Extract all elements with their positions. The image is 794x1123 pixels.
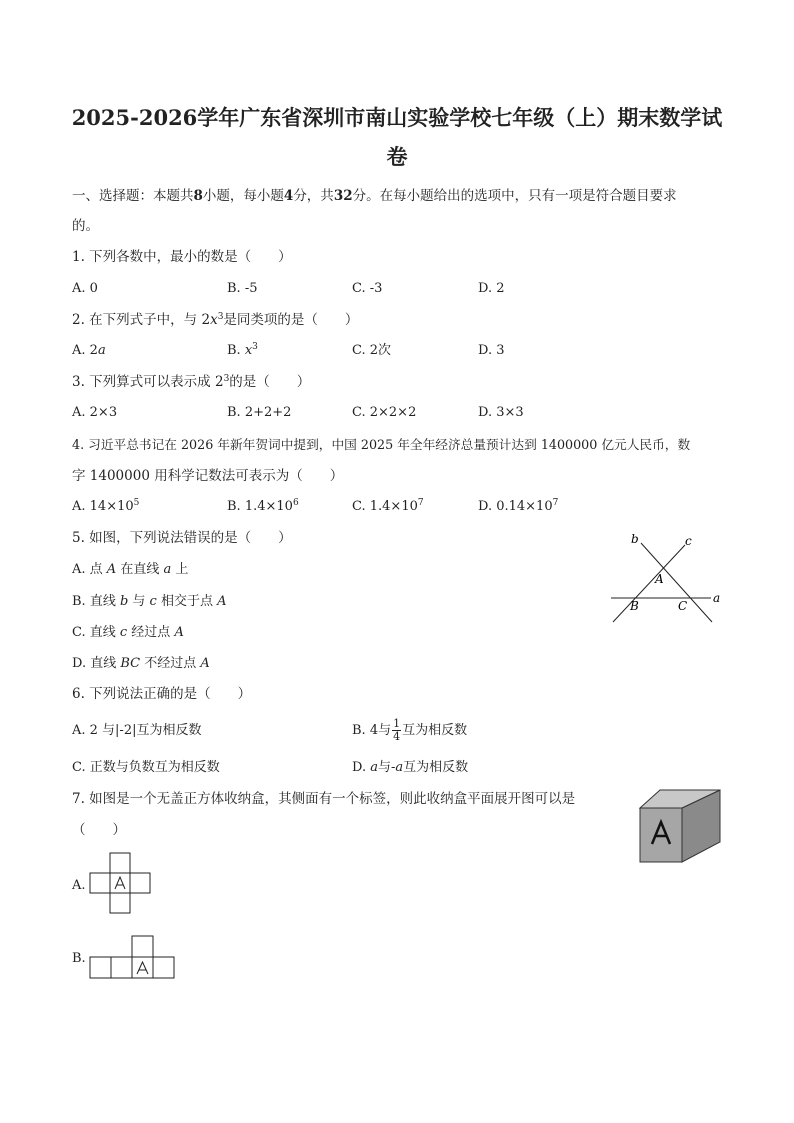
label-a: a [713, 591, 721, 605]
q4-stem-line2: 字 1400000 用科学记数法可表示为（ ） [72, 468, 344, 484]
label-point-B: B [630, 599, 639, 613]
q5-stem: 5. 如图，下列说法错误的是（ ） [72, 530, 292, 546]
q7-stem-line1: 7. 如图是一个无盖正方体收纳盒，其侧面有一个标签，则此收纳盒平面展开图可以是 [72, 791, 576, 807]
q7-option-a-label: A. [72, 878, 86, 893]
section-heading: 一、选择题：本题共8小题，每小题4分，共32分。在每小题给出的选项中，只有一项是符合题目要求 [72, 188, 677, 204]
q5-option-b: B. 直线 b 与 c 相交于点 A [72, 594, 227, 609]
q1-option-c: C. -3 [352, 281, 383, 296]
q4-option-b: B. $1.4\times 10^6$ [227, 498, 299, 514]
q7-option-b-label: B. [72, 951, 86, 966]
net-a-top [110, 853, 130, 873]
fraction-one-quarter: $\frac{1}{4}$ [393, 717, 401, 743]
net-a-right [130, 873, 150, 893]
paper-title-line1: 2025-2026学年广东省深圳市南山实验学校七年级（上）期末数学试 [71, 105, 723, 130]
q6-option-d: D. a与-a互为相反数 [352, 760, 469, 775]
q2-option-c: C. 2次 [352, 343, 392, 358]
q4-option-d: D. $0.14\times 10^7$ [478, 498, 559, 514]
q3-option-a: A. 2×3 [72, 405, 118, 420]
net-b-sq4 [153, 957, 174, 978]
label-point-C: C [678, 599, 688, 613]
q6-option-c: C. 正数与负数互为相反数 [72, 760, 220, 775]
q6-stem: 6. 下列说法正确的是（ ） [72, 686, 252, 702]
net-b-top [132, 936, 153, 957]
q5-option-a: A. 点 A 在直线 a 上 [72, 562, 189, 577]
label-point-A: A [655, 572, 664, 586]
q1-option-a: A. 0 [72, 281, 98, 296]
q6-option-b: B. 4与 $\frac{1}{4}$ 互为相反数 [352, 717, 468, 743]
net-b-sq3 [132, 957, 153, 978]
q3-stem: 3. 下列算式可以表示成 $2^3$的是（ ） [72, 374, 311, 390]
q2-option-b: B. $x^3$ [227, 342, 258, 358]
q7-option-a-net [88, 852, 156, 918]
label-b: b [631, 532, 639, 546]
net-b-sq2 [111, 957, 132, 978]
q3-option-c: C. 2×2×2 [352, 405, 417, 420]
q5-lines-figure [605, 528, 725, 628]
q2-option-a: A. 2a [72, 343, 106, 358]
q7-box-figure [636, 786, 726, 866]
net-a-left [90, 873, 110, 893]
q7-option-b-net [88, 935, 178, 981]
q4-option-c: C. $1.4\times 10^7$ [352, 498, 424, 514]
q5-option-c: C. 直线 c 经过点 A [72, 625, 184, 640]
q3-option-d: D. 3×3 [478, 405, 524, 420]
q6-option-a: A. 2 与|-2|互为相反数 [72, 723, 202, 738]
label-c: c [685, 534, 692, 548]
paper-title-line2: 卷 [386, 144, 408, 169]
q1-option-d: D. 2 [478, 281, 505, 296]
net-a-bottom [110, 893, 130, 913]
net-b-sq1 [90, 957, 111, 978]
q2-stem: 2. 在下列式子中，与 $2x^3$是同类项的是（ ） [72, 312, 359, 328]
q4-stem-line1: 4. 习近平总书记在 2026 年新年贺词中提到，中国 2025 年全年经济总量预计达到 1400000 亿元人民币，数 [72, 437, 691, 452]
q4-option-a: A. $14\times 10^5$ [72, 498, 140, 514]
q2-option-d: D. 3 [478, 343, 505, 358]
q1-stem: 1. 下列各数中，最小的数是（ ） [72, 249, 292, 265]
q3-option-b: B. 2+2+2 [227, 405, 292, 420]
line-c [613, 545, 688, 622]
q5-option-d: D. 直线 BC 不经过点 A [72, 656, 210, 671]
q7-stem-line2: （ ） [72, 822, 126, 838]
section-heading-cont: 的。 [72, 218, 99, 234]
q1-option-b: B. -5 [227, 281, 258, 296]
line-b [641, 543, 712, 622]
